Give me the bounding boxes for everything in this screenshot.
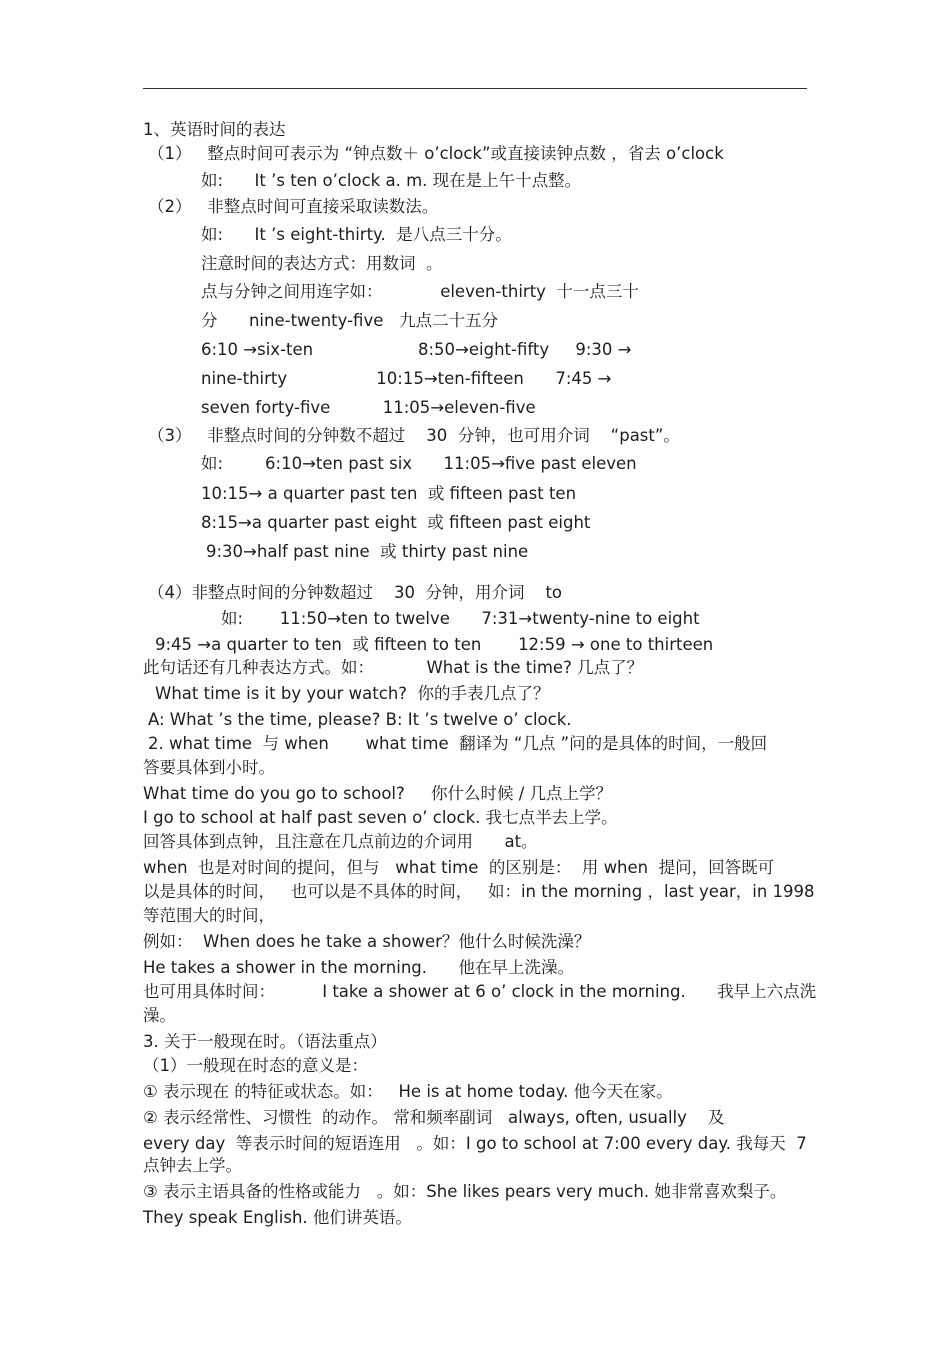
- text-line: 如: 6:10→ten past six 11:05→five past eleven: [201, 454, 637, 473]
- text-line: 2. what time 与 when what time 翻译为 “几点 ”问的是具体的时间，一般回: [148, 734, 768, 753]
- text-line: 注意时间的表达方式：用数词 。: [201, 254, 443, 273]
- text-line: ① 表示现在 的特征或状态。如： He is at home today. 他今天在家。: [143, 1082, 673, 1101]
- text-line: 例如： When does he take a shower？他什么时候洗澡？: [143, 932, 591, 951]
- text-line: He takes a shower in the morning. 他在早上洗澡。: [143, 958, 574, 977]
- text-line: What time is it by your watch? 你的手表几点了？: [155, 684, 550, 703]
- text-line: What time do you go to school? 你什么时候 / 几点上学？: [143, 784, 613, 803]
- text-line: （2） 非整点时间可直接采取读数法。: [148, 197, 439, 216]
- text-line: 如: It ’s ten o’clock a. m. 现在是上午十点整。: [201, 171, 582, 190]
- text-line: 6:10 →six-ten 8:50→eight-fifty 9:30 →: [201, 340, 632, 359]
- text-line: 也可用具体时间： I take a shower at 6 o’ clock in the morning. 我早上六点洗: [143, 982, 817, 1001]
- text-line: when 也是对时间的提问，但与 what time 的区别是： 用 when 提问，回答既可: [143, 858, 775, 877]
- text-line: 澡。: [143, 1006, 176, 1025]
- text-line: 10:15→ a quarter past ten 或 fifteen past ten: [201, 484, 577, 503]
- text-line: 等范围大的时间，: [143, 906, 275, 925]
- text-line: （1） 整点时间可表示为 “钟点数＋ o’clock”或直接读钟点数 ，省去 o’clock: [148, 144, 724, 163]
- text-line: （3） 非整点时间的分钟数不超过 30 分钟，也可用介词 “past”。: [148, 426, 680, 445]
- text-line: 分 nine-twenty-five 九点二十五分: [201, 311, 499, 330]
- text-line: （4）非整点时间的分钟数超过 30 分钟，用介词 to: [148, 583, 563, 602]
- text-line: A: What ’s the time, please? B: It ’s twelve o’ clock.: [148, 710, 572, 729]
- header-rule: [143, 88, 807, 89]
- text-line: nine-thirty 10:15→ten-fifteen 7:45 →: [201, 369, 612, 388]
- text-line: 回答具体到点钟，且注意在几点前边的介词用 at。: [143, 832, 538, 851]
- text-line: 3. 关于一般现在时。（语法重点）: [143, 1032, 387, 1051]
- text-line: 以是具体的时间， 也可以是不具体的时间， 如：in the morning ，last year，in 1998: [143, 882, 815, 901]
- text-line: 答要具体到小时。: [143, 758, 275, 777]
- text-line: I go to school at half past seven o’ clock. 我七点半去上学。: [143, 808, 618, 827]
- text-line: seven forty-five 11:05→eleven-five: [201, 398, 536, 417]
- text-line: 8:15→a quarter past eight 或 fifteen past eight: [201, 513, 591, 532]
- text-line: 如: It ’s eight-thirty. 是八点三十分。: [201, 225, 512, 244]
- section-heading: 1、英语时间的表达: [143, 120, 286, 139]
- text-line: every day 等表示时间的短语连用 。如：I go to school at 7:00 every day. 我每天 7: [143, 1134, 807, 1153]
- text-line: 点与分钟之间用连字如： eleven-thirty 十一点三十: [201, 282, 639, 301]
- text-line: 如: 11:50→ten to twelve 7:31→twenty-nine to eight: [221, 609, 700, 628]
- text-line: They speak English. 他们讲英语。: [143, 1208, 412, 1227]
- text-line: ③ 表示主语具备的性格或能力 。如：She likes pears very much. 她非常喜欢梨子。: [143, 1182, 787, 1201]
- text-line: 点钟去上学。: [143, 1156, 242, 1175]
- text-line: 9:45 →a quarter to ten 或 fifteen to ten 12:59 → one to thirteen: [155, 635, 714, 654]
- text-line: 9:30→half past nine 或 thirty past nine: [206, 542, 529, 561]
- text-line: （1）一般现在时态的意义是：: [143, 1056, 368, 1075]
- text-line: ② 表示经常性、习惯性 的动作。 常和频率副词 always, often, usually 及: [143, 1108, 725, 1127]
- text-line: 此句话还有几种表达方式。如： What is the time? 几点了？: [143, 658, 644, 677]
